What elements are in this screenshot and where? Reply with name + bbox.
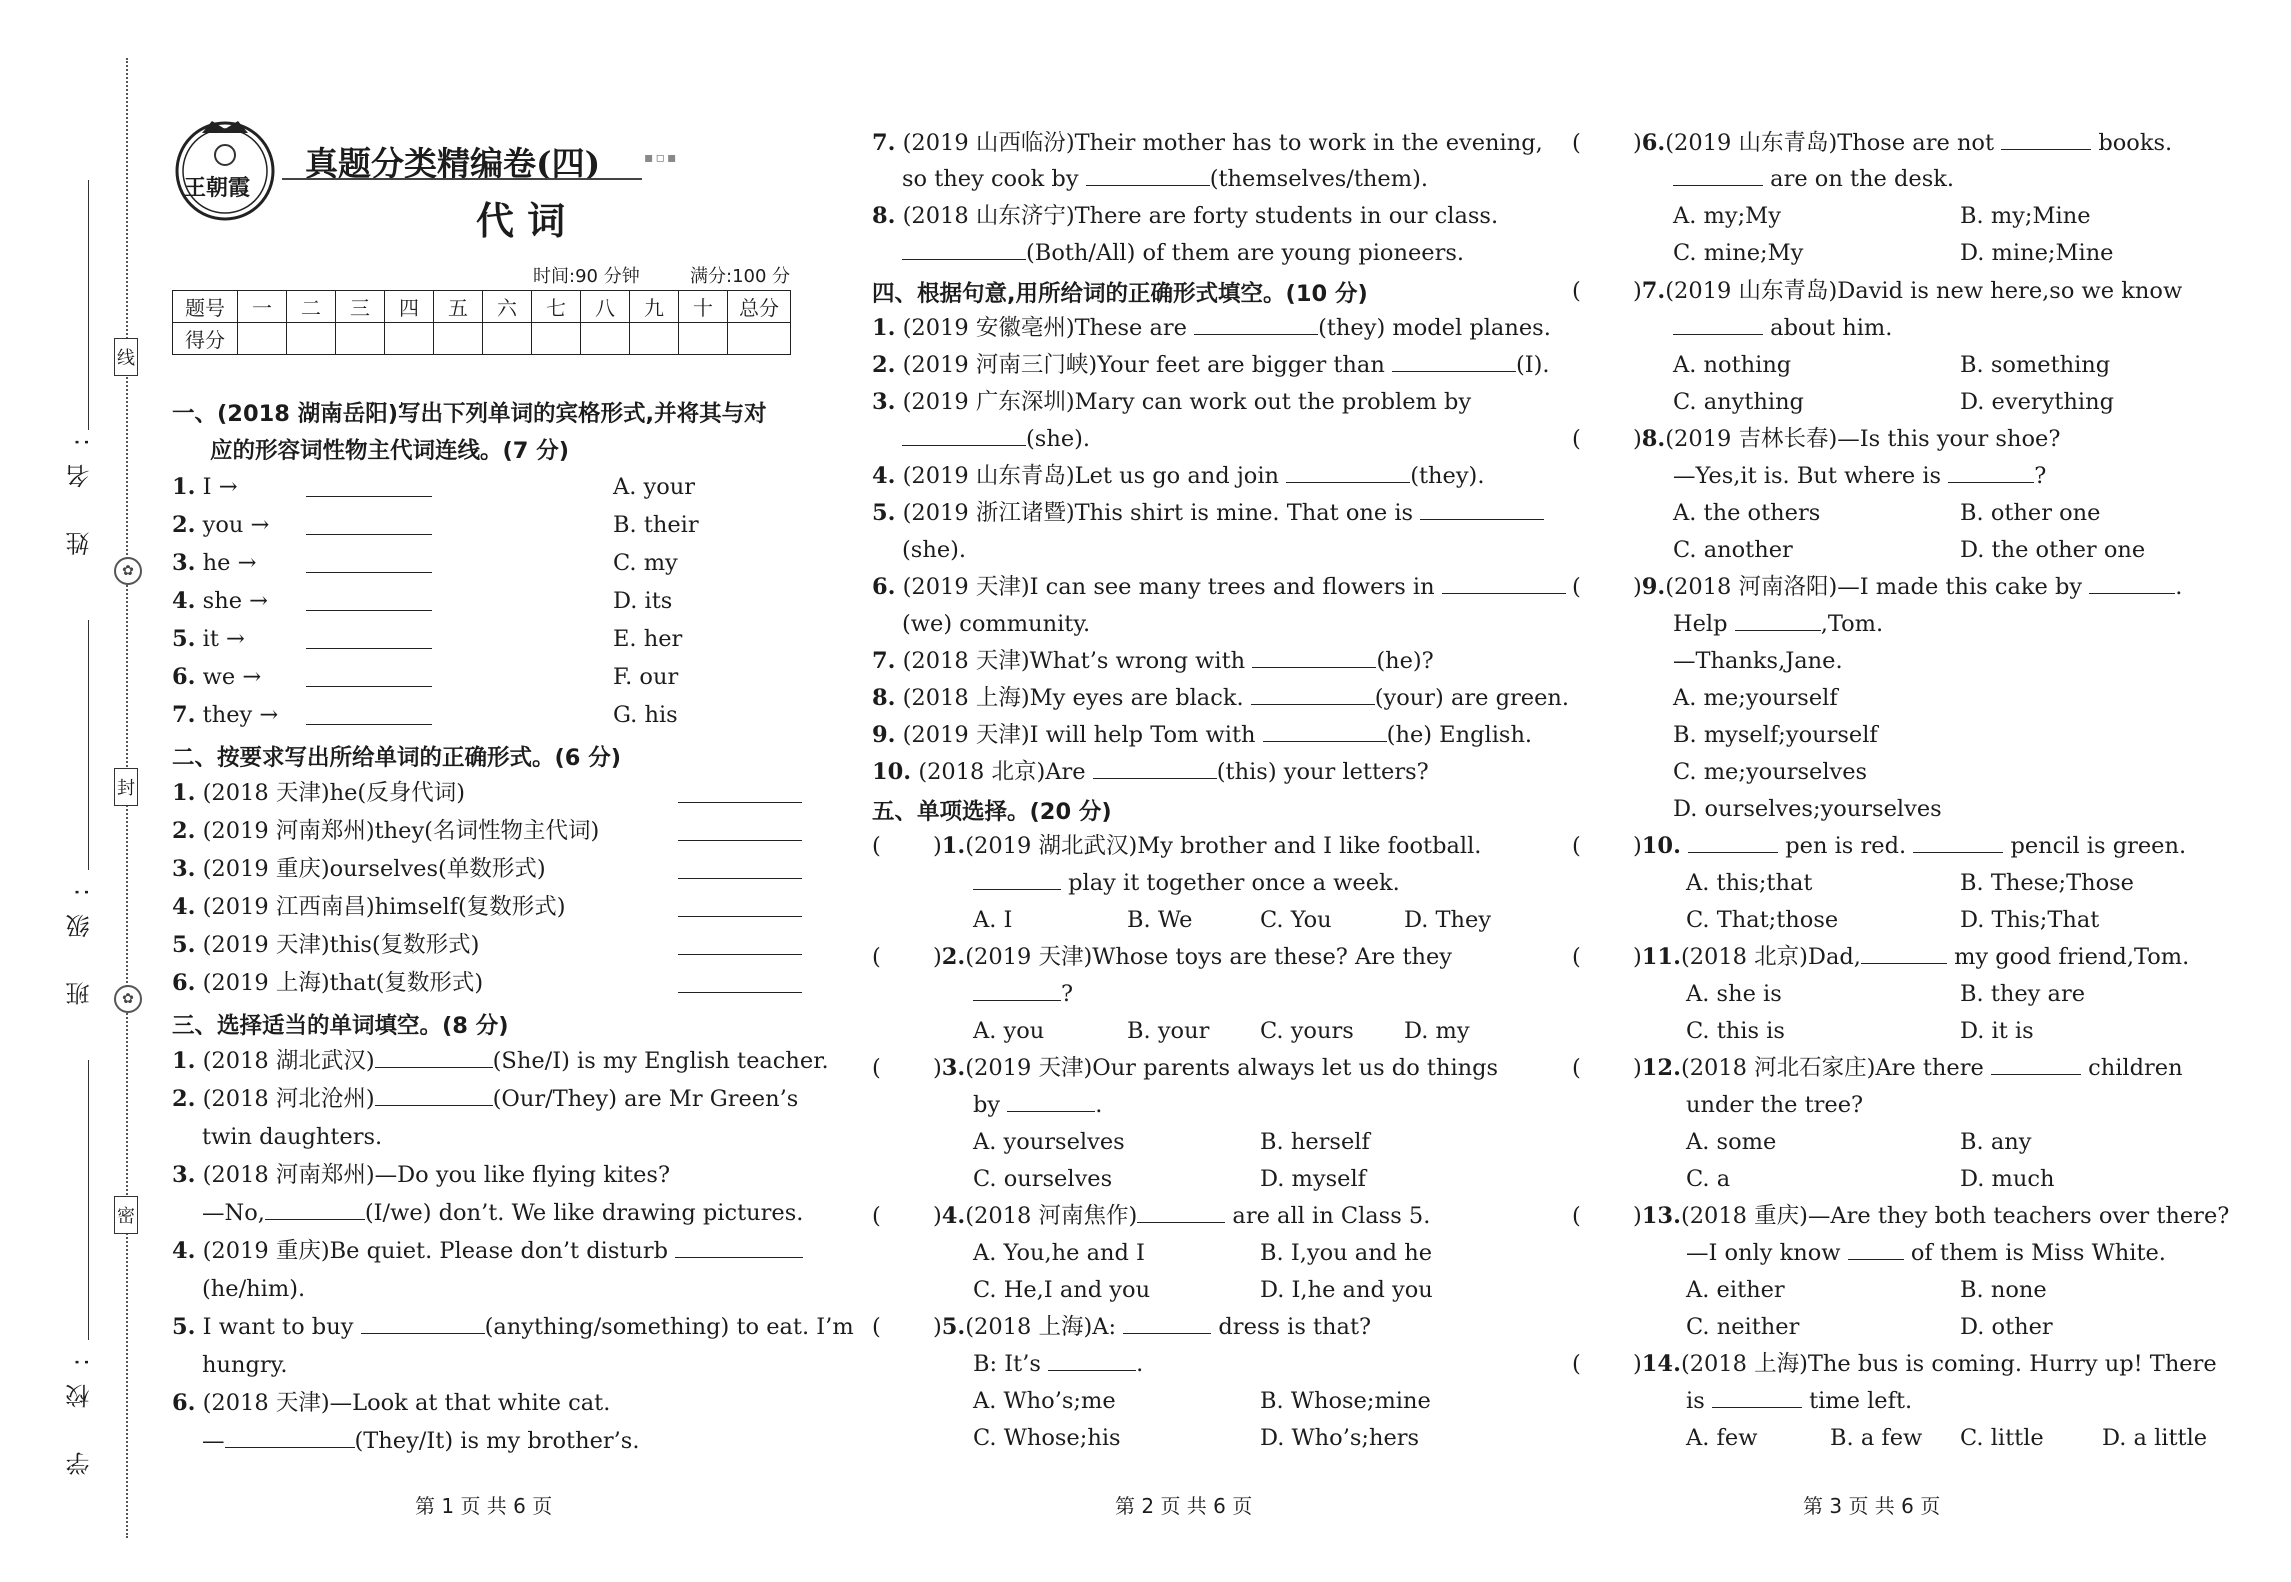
question-1: )1.(2019 湖北武汉)My brother and I like football. (933, 833, 1482, 859)
title-underline (282, 178, 642, 180)
question-6: 6. (2018 天津)—Look at that white cat. (172, 1390, 611, 1416)
question-14: )14.(2018 上海)The bus is coming. Hurry up! There (1633, 1351, 2217, 1377)
list-item: 3. he → (172, 550, 257, 576)
option[interactable]: A. You,he and I (973, 1240, 1145, 1266)
question-7-cont: so they cook by (themselves/them). (902, 166, 1429, 192)
score-cell[interactable] (434, 323, 483, 355)
question-10: 10. (2018 北京)Are (this) your letters? (872, 759, 1429, 785)
answer-blank[interactable] (375, 1047, 493, 1068)
answer-paren[interactable]: ( (1572, 944, 1581, 970)
answer-blank[interactable] (1007, 1091, 1095, 1112)
logo-text: 王朝霞 (184, 175, 251, 201)
list-item: 4. (2019 江西南昌)himself(复数形式) (172, 894, 566, 920)
answer-blank[interactable] (375, 1085, 493, 1106)
option[interactable]: D. mine;Mine (1960, 240, 2114, 266)
option[interactable]: B. I,you and he (1260, 1240, 1433, 1266)
question-10: )10. pen is red. pencil is green. (1633, 833, 2187, 859)
list-item: 1. I → (172, 474, 238, 500)
table-cell: 总分 (728, 291, 791, 323)
answer-blank[interactable] (306, 472, 432, 497)
table-cell: 四 (385, 291, 434, 323)
name-write-line (88, 180, 89, 430)
question-8-cont: (Both/All) of them are young pioneers. (902, 238, 1464, 268)
answer-paren[interactable]: ( (1572, 278, 1581, 304)
question-3: 3. (2018 河南郑州)—Do you like flying kites? (172, 1162, 671, 1188)
answer-blank[interactable] (1948, 462, 2034, 483)
score-cell[interactable] (630, 323, 679, 355)
option[interactable]: C. ourselves (973, 1166, 1113, 1192)
answer-blank[interactable] (1123, 1313, 1211, 1334)
question-2: )2.(2019 天津)Whose toys are these? Are they (933, 944, 1453, 970)
section3-title: 三、选择适当的单词填空。(8 分) (172, 1013, 509, 1039)
option[interactable]: B. something (1960, 352, 2111, 378)
option[interactable]: B. they are (1960, 981, 2086, 1007)
answer-blank[interactable] (306, 548, 432, 573)
school-write-line (88, 1060, 89, 1340)
score-cell[interactable] (483, 323, 532, 355)
option[interactable]: A. the others (1673, 500, 1821, 526)
answer-paren[interactable]: ( (872, 1314, 881, 1340)
question-2: 2. (2019 河南三门峡)Your feet are bigger than (I). (872, 352, 1550, 378)
series-title: 真题分类精编卷(四) (305, 144, 601, 183)
option[interactable]: A. Who’s;me (973, 1388, 1116, 1414)
answer-blank[interactable] (1263, 721, 1387, 742)
option[interactable]: D. my (1404, 1018, 1470, 1044)
answer-blank[interactable] (1712, 1387, 1802, 1408)
question-7: )7.(2019 山东青岛)David is new here,so we know (1633, 278, 2183, 304)
answer-blank[interactable] (1673, 314, 1763, 335)
question-8: )8.(2019 吉林长春)—Is this your shoe? (1633, 426, 2061, 452)
logo (172, 115, 278, 221)
option[interactable]: A. few (1686, 1425, 1758, 1451)
answer-blank[interactable] (306, 662, 432, 687)
answer-paren[interactable]: ( (1572, 574, 1581, 600)
list-item: 5. (2019 天津)this(复数形式) (172, 932, 480, 958)
answer-blank[interactable] (902, 425, 1026, 446)
class-label: 班 级: (66, 870, 94, 1006)
list-item: 6. (2019 上海)that(复数形式) (172, 970, 484, 996)
question-7: 7. (2019 山西临汾)Their mother has to work in the evening, (872, 130, 1543, 156)
answer-blank[interactable] (1392, 351, 1516, 372)
page-number-1: 第 1 页 共 6 页 (415, 1494, 553, 1518)
answer-blank[interactable] (902, 239, 1026, 260)
question-6-cont: — (They/It) is my brother’s. (202, 1428, 640, 1454)
option[interactable]: B. These;Those (1960, 870, 2135, 896)
score-table-score-row (173, 323, 791, 355)
question-4-cont: (he/him). (202, 1276, 306, 1302)
table-cell: 九 (630, 291, 679, 323)
page-number-2: 第 2 页 共 6 页 (1115, 1494, 1253, 1518)
answer-blank[interactable] (1848, 1239, 1904, 1260)
section2-title: 二、按要求写出所给单词的正确形式。(6 分) (172, 745, 622, 771)
question-5-cont: (she). (902, 537, 967, 563)
answer-blank[interactable] (1252, 647, 1376, 668)
question-7-cont: about him. (1673, 313, 1892, 343)
question-13-cont: —I only know of them is Miss White. (1686, 1240, 2166, 1266)
option[interactable]: D. a little (2102, 1425, 2208, 1451)
score-table-header-row (173, 291, 791, 323)
question-8: 8. (2018 山东济宁)There are forty students in our class. (872, 203, 1499, 229)
question-1: 1. (2018 湖北武汉) (She/I) is my English teacher. (172, 1048, 829, 1074)
option[interactable]: D. ourselves;yourselves (1673, 796, 1942, 822)
answer-blank[interactable] (1137, 1202, 1225, 1223)
table-cell: 八 (581, 291, 630, 323)
answer-blank[interactable] (1286, 462, 1410, 483)
option[interactable]: C. me;yourselves (1673, 759, 1868, 785)
answer-paren[interactable]: ( (1572, 130, 1581, 156)
table-cell: 三 (336, 291, 385, 323)
option[interactable]: B. myself;yourself (1673, 722, 1878, 748)
option[interactable]: C. mine;My (1673, 240, 1804, 266)
list-item: 2. (2019 河南郑州)they(名词性物主代词) (172, 818, 600, 844)
question-1: 1. (2019 安徽亳州)These are (they) model planes. (872, 315, 1551, 341)
option-label: F. our (613, 664, 679, 690)
answer-blank[interactable] (678, 816, 802, 841)
list-item: 5. it → (172, 626, 245, 652)
option[interactable]: B. other one (1960, 500, 2101, 526)
answer-blank[interactable] (675, 1237, 803, 1258)
question-6: )6.(2019 山东青岛)Those are not books. (1633, 130, 2173, 156)
name-label: 姓 名: (66, 420, 94, 556)
answer-paren[interactable]: ( (872, 833, 881, 859)
option-label: C. my (613, 550, 678, 576)
score-cell[interactable] (287, 323, 336, 355)
list-item: 7. they → (172, 702, 279, 728)
question-5: 5. I want to buy (anything/something) to eat. I’m (172, 1314, 854, 1340)
logo-seal-icon (172, 115, 278, 221)
answer-paren[interactable]: ( (1572, 1351, 1581, 1377)
answer-blank[interactable] (678, 930, 802, 955)
question-2: 2. (2018 河北沧州) (Our/They) are Mr Green’s (172, 1086, 799, 1112)
question-1-cont: play it together once a week. (973, 868, 1400, 898)
option[interactable]: A. yourselves (973, 1129, 1125, 1155)
question-3-cont: (she). (902, 424, 1090, 454)
answer-blank[interactable] (306, 510, 432, 535)
question-8: 8. (2018 上海)My eyes are black. (your) are green. (872, 685, 1570, 711)
question-11: )11.(2018 北京)Dad, my good friend,Tom. (1633, 944, 2190, 970)
table-cell: 七 (532, 291, 581, 323)
question-5: 5. (2019 浙江诸暨)This shirt is mine. That one is (872, 498, 1544, 528)
answer-blank[interactable] (973, 869, 1061, 890)
section1-title-cont: 应的形容词性物主代词连线。(7 分) (210, 438, 570, 464)
question-3: 3. (2019 广东深圳)Mary can work out the problem by (872, 389, 1472, 415)
option[interactable]: A. nothing (1673, 352, 1792, 378)
answer-blank[interactable] (1442, 573, 1566, 594)
option[interactable]: A. either (1686, 1277, 1785, 1303)
question-9-cont: Help ,Tom. (1673, 611, 1884, 637)
option[interactable]: B. Whose;mine (1260, 1388, 1431, 1414)
table-cell: 六 (483, 291, 532, 323)
table-cell: 十 (679, 291, 728, 323)
answer-blank[interactable] (1420, 499, 1544, 520)
answer-blank[interactable] (1673, 165, 1763, 186)
option[interactable]: D. other (1960, 1314, 2053, 1340)
question-5: )5.(2018 上海)A: dress is that? (933, 1314, 1372, 1340)
question-3-cont: by . (973, 1092, 1103, 1118)
answer-blank[interactable] (678, 854, 802, 879)
option[interactable]: C. yours (1260, 1018, 1354, 1044)
option[interactable]: B. herself (1260, 1129, 1370, 1155)
option[interactable]: A. me;yourself (1673, 685, 1838, 711)
school-label: 学 校: (66, 1340, 94, 1476)
list-item: 1. (2018 天津)he(反身代词) (172, 780, 465, 806)
score-table (172, 290, 791, 355)
list-item: 2. you → (172, 512, 270, 538)
answer-blank[interactable] (1688, 832, 1778, 853)
option-label: B. their (613, 512, 699, 538)
option[interactable]: C. That;those (1686, 907, 1839, 933)
section4-title: 四、根据句意,用所给词的正确形式填空。(10 分) (872, 281, 1368, 307)
question-9: )9.(2018 河南洛阳)—I made this cake by . (1633, 574, 2183, 600)
question-7: 7. (2018 天津)What’s wrong with (he)? (872, 648, 1434, 674)
score-cell[interactable] (581, 323, 630, 355)
option[interactable]: D. everything (1960, 389, 2114, 415)
question-5-cont: hungry. (202, 1352, 288, 1378)
table-cell: 一 (238, 291, 287, 323)
score-cell[interactable] (679, 323, 728, 355)
question-13: )13.(2018 重庆)—Are they both teachers over there? (1633, 1203, 2230, 1229)
table-cell: 题号 (173, 291, 238, 323)
class-write-line (88, 620, 89, 870)
option[interactable]: A. she is (1686, 981, 1782, 1007)
option-label: D. its (613, 588, 673, 614)
answer-paren[interactable]: ( (1572, 426, 1581, 452)
cut-mark-line: 线 (114, 338, 138, 376)
option[interactable]: B. none (1960, 1277, 2047, 1303)
question-14-cont: is time left. (1686, 1388, 1913, 1414)
cut-mark-secret: 密 (114, 1196, 138, 1234)
decor-dots: ▪▫▪ (644, 150, 679, 166)
answer-blank[interactable] (1194, 314, 1318, 335)
question-8-cont: —Yes,it is. But where is ? (1673, 463, 2047, 489)
option[interactable]: A. you (973, 1018, 1045, 1044)
option[interactable]: A. this;that (1686, 870, 1813, 896)
question-2-cont: twin daughters. (202, 1124, 383, 1150)
question-5-cont: B: It’s . (973, 1351, 1144, 1377)
option[interactable]: B. any (1960, 1129, 2032, 1155)
answer-blank[interactable] (1048, 1350, 1136, 1371)
answer-blank[interactable] (1991, 1054, 2081, 1075)
score-cell[interactable] (385, 323, 434, 355)
answer-paren[interactable]: ( (872, 944, 881, 970)
option[interactable]: C. anything (1673, 389, 1804, 415)
table-cell: 二 (287, 291, 336, 323)
answer-blank[interactable] (2001, 129, 2091, 150)
answer-blank[interactable] (678, 778, 802, 803)
answer-blank[interactable] (306, 700, 432, 725)
option[interactable]: D. Who’s;hers (1260, 1425, 1420, 1451)
option[interactable]: A. my;My (1673, 203, 1781, 229)
answer-blank[interactable] (1093, 758, 1217, 779)
section1-title: 一、(2018 湖南岳阳)写出下列单词的宾格形式,并将其与对 (172, 401, 767, 427)
cut-mark-seal: 封 (114, 768, 138, 806)
question-2-cont: ? (973, 979, 1073, 1009)
score-label: 满分:100 分 (690, 266, 791, 287)
table-cell: 得分 (173, 323, 238, 355)
answer-blank[interactable] (306, 586, 432, 611)
option[interactable]: B. your (1127, 1018, 1210, 1044)
answer-blank[interactable] (306, 624, 432, 649)
option[interactable]: B. We (1127, 907, 1193, 933)
answer-blank[interactable] (1735, 610, 1821, 631)
option[interactable]: C. neither (1686, 1314, 1800, 1340)
question-9: 9. (2019 天津)I will help Tom with (he) English. (872, 722, 1533, 748)
list-item: 3. (2019 重庆)ourselves(单数形式) (172, 856, 546, 882)
option[interactable]: B. my;Mine (1960, 203, 2091, 229)
time-label: 时间:90 分钟 (533, 266, 640, 287)
answer-blank[interactable] (1086, 165, 1210, 186)
answer-blank[interactable] (678, 968, 802, 993)
option[interactable]: C. another (1673, 537, 1793, 563)
list-item: 6. we → (172, 664, 262, 690)
option[interactable]: B. a few (1830, 1425, 1923, 1451)
score-cell[interactable] (336, 323, 385, 355)
question-6: 6. (2019 天津)I can see many trees and flowers in (872, 572, 1566, 602)
answer-blank[interactable] (678, 892, 802, 917)
option[interactable]: D. it is (1960, 1018, 2034, 1044)
score-cell[interactable] (728, 323, 791, 355)
option[interactable]: C. He,I and you (973, 1277, 1151, 1303)
option[interactable]: C. Whose;his (973, 1425, 1121, 1451)
subject-title: 代 词 (476, 199, 566, 243)
question-3-cont: —No, (I/we) don’t. We like drawing pictures. (202, 1200, 804, 1226)
table-cell: 五 (434, 291, 483, 323)
answer-blank[interactable] (225, 1427, 355, 1448)
question-4: 4. (2019 山东青岛)Let us go and join (they). (872, 463, 1485, 489)
answer-blank[interactable] (1913, 832, 2003, 853)
question-4: 4. (2019 重庆)Be quiet. Please don’t disturb (172, 1236, 803, 1266)
answer-paren[interactable]: ( (1572, 833, 1581, 859)
swirl-ornament-icon: ✿ (114, 557, 142, 585)
option[interactable]: A. I (973, 907, 1013, 933)
option[interactable]: D. the other one (1960, 537, 2146, 563)
option-label: A. your (613, 474, 696, 500)
question-12: )12.(2018 河北石家庄)Are there children (1633, 1055, 2183, 1081)
option[interactable]: D. myself (1260, 1166, 1366, 1192)
page-number-3: 第 3 页 共 6 页 (1803, 1494, 1941, 1518)
swirl-ornament-icon: ✿ (114, 985, 142, 1013)
option[interactable]: D. I,he and you (1260, 1277, 1433, 1303)
option[interactable]: D. This;That (1960, 907, 2100, 933)
question-3: )3.(2019 天津)Our parents always let us do things (933, 1055, 1499, 1081)
question-4: )4.(2018 河南焦作) are all in Class 5. (933, 1203, 1431, 1229)
option-label: E. her (613, 626, 683, 652)
question-6-cont: (we) community. (902, 611, 1091, 637)
answer-blank[interactable] (1251, 684, 1375, 705)
option[interactable]: D. They (1404, 907, 1492, 933)
question-6-cont: are on the desk. (1673, 164, 1954, 194)
question-12-cont: under the tree? (1686, 1092, 1864, 1118)
score-cell[interactable] (532, 323, 581, 355)
option[interactable]: A. some (1686, 1129, 1777, 1155)
answer-paren[interactable]: ( (872, 1203, 881, 1229)
answer-blank[interactable] (1861, 943, 1947, 964)
answer-paren[interactable]: ( (1572, 1203, 1581, 1229)
answer-blank[interactable] (2089, 573, 2175, 594)
answer-blank[interactable] (973, 980, 1061, 1001)
option[interactable]: C. little (1960, 1425, 2044, 1451)
section5-title: 五、单项选择。(20 分) (872, 799, 1112, 825)
list-item: 4. she → (172, 588, 269, 614)
answer-paren[interactable]: ( (872, 1055, 881, 1081)
option-label: G. his (613, 702, 678, 728)
answer-blank[interactable] (361, 1313, 485, 1334)
option[interactable]: D. much (1960, 1166, 2055, 1192)
answer-blank[interactable] (265, 1199, 365, 1220)
option[interactable]: C. You (1260, 907, 1332, 933)
option[interactable]: C. this is (1686, 1018, 1785, 1044)
question-9-reply: —Thanks,Jane. (1673, 648, 1843, 674)
answer-paren[interactable]: ( (1572, 1055, 1581, 1081)
option[interactable]: C. a (1686, 1166, 1731, 1192)
score-cell[interactable] (238, 323, 287, 355)
